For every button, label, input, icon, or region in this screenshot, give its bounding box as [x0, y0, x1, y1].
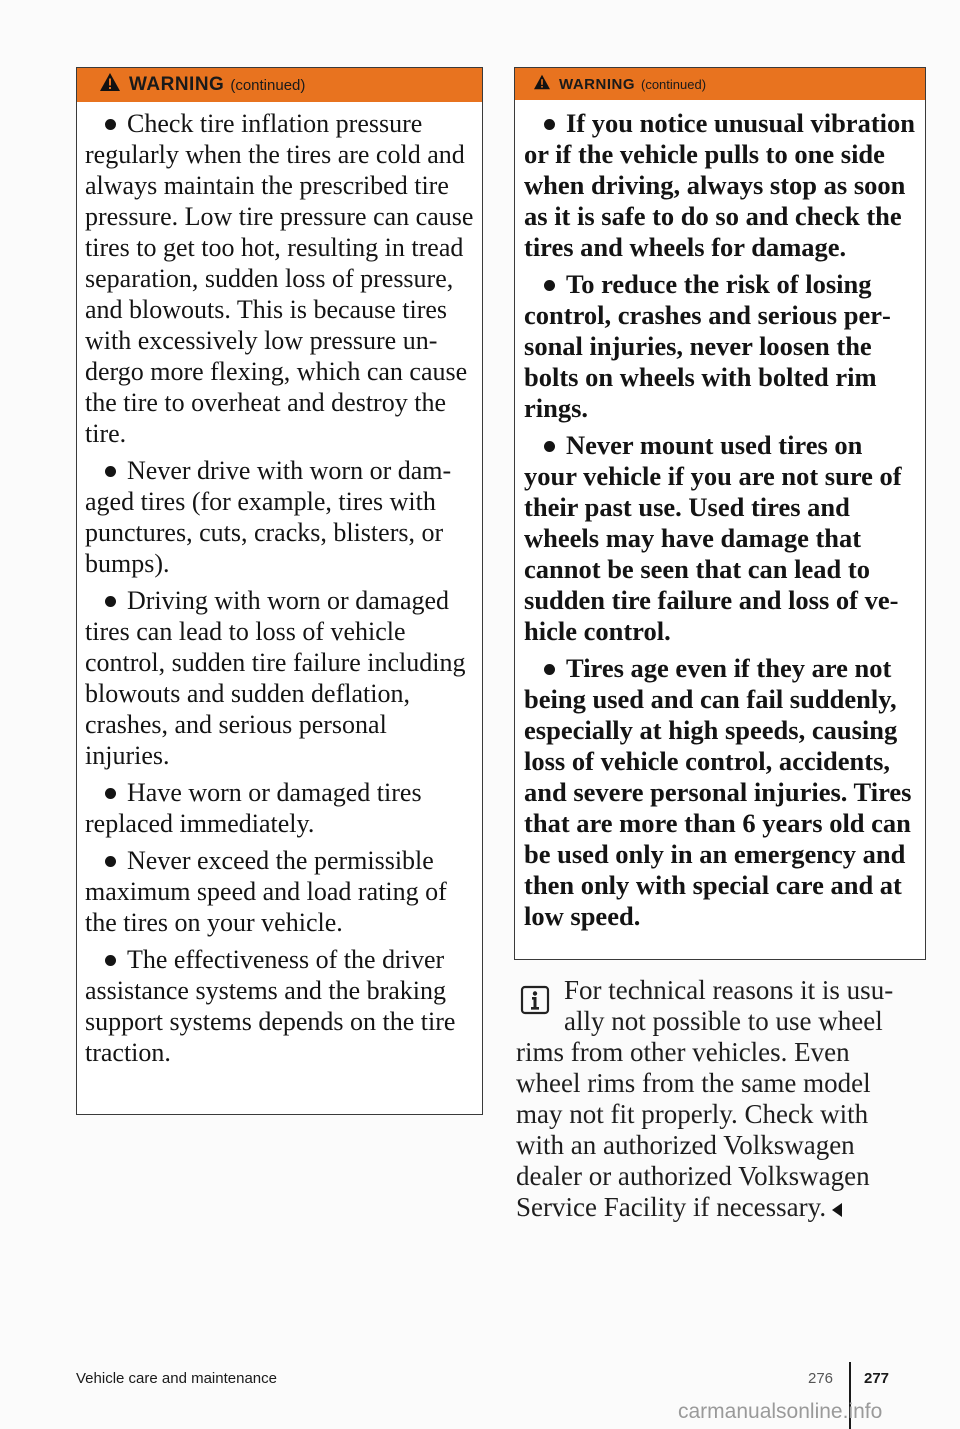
- info-icon: [520, 985, 550, 1015]
- bullet-icon: [544, 119, 555, 130]
- warning-continued: (continued): [230, 76, 306, 94]
- warning-item: Never mount used tires on your vehicle if you are not sure of their past use. Used tires and wheels may have damage that cannot be seen that can lead to sudden tire failure and loss of vehicle control.: [524, 430, 902, 646]
- warning-item: Driving with worn or damaged tires can lead to loss of vehicle control, sudden tire failure including blowouts and sudden deflation, crashes, and serious personal injuries.: [85, 586, 466, 770]
- warning-item: Check tire inflation pressure regularly when the tires are cold and always maintain the prescribed tire pressure. Low tire pressure can cause tires to get too hot, resulting in tread separation, sudden loss of pressure, and blowouts. This is because tires with excessively low pressure undergo more flexing, which can cause the tire to overheat and destroy the tire.: [85, 109, 474, 448]
- watermark: carmanualsonline.info: [678, 1400, 883, 1423]
- bullet-icon: [105, 955, 116, 966]
- bullet-icon: [105, 119, 116, 130]
- warning-header: [77, 68, 482, 102]
- warning-item: Have worn or damaged tires replaced immediately.: [85, 778, 422, 838]
- info-note-text: For technical reasons it is usually not possible to use wheel rims from other vehicles. Even wheel rims from the same model may not fit properly. Check with with an authorized Volkswagen dealer or authorized Volkswagen Service Facility if necessary.: [516, 975, 894, 1222]
- warning-continued: (continued): [641, 76, 707, 92]
- bullet-icon: [105, 856, 116, 867]
- page-number-left: 276: [808, 1370, 834, 1387]
- warning-header: [515, 68, 925, 100]
- bullet-icon: [105, 788, 116, 799]
- page-number-right: 277: [864, 1370, 890, 1387]
- bullet-icon: [105, 466, 116, 477]
- bullet-icon: [544, 280, 555, 291]
- warning-box-left: [76, 67, 483, 1115]
- footer-section-title: Vehicle care and maintenance: [76, 1370, 277, 1387]
- warning-triangle-icon: [533, 74, 551, 94]
- warning-box-right: [514, 67, 926, 960]
- warning-item: Tires age even if they are not being used and can fail suddenly, especially at high speeds, causing loss of vehicle control, accidents, and severe personal injuries. Tires that are more than 6 years old can be used only in an emergency and then only with special care and at low speed.: [524, 653, 912, 931]
- info-note: [516, 975, 916, 1223]
- warning-label: WARNING: [559, 75, 635, 93]
- warning-label: WARNING: [129, 74, 225, 95]
- warning-item: If you notice unusual vibration or if the vehicle pulls to one side when driving, always stop as soon as it is safe to do so and check the tires and wheels for damage.: [524, 108, 915, 262]
- warning-item: Never exceed the permissible maximum speed and load rating of the tires on your vehicle.: [85, 846, 447, 937]
- bullet-icon: [544, 664, 555, 675]
- warning-triangle-icon: [99, 72, 121, 98]
- bullet-icon: [544, 441, 555, 452]
- warning-item: Never drive with worn or damaged tires (for example, tires with punctures, cuts, cracks, blisters, or bumps).: [85, 456, 452, 578]
- warning-item: To reduce the risk of losing control, crashes and serious personal injuries, never loosen the bolts on wheels with bolted rim rings.: [524, 269, 891, 423]
- warning-item: The effectiveness of the driver assistance systems and the braking support systems depends on the tire traction.: [85, 945, 456, 1067]
- end-of-section-icon: [832, 1203, 842, 1217]
- bullet-icon: [105, 596, 116, 607]
